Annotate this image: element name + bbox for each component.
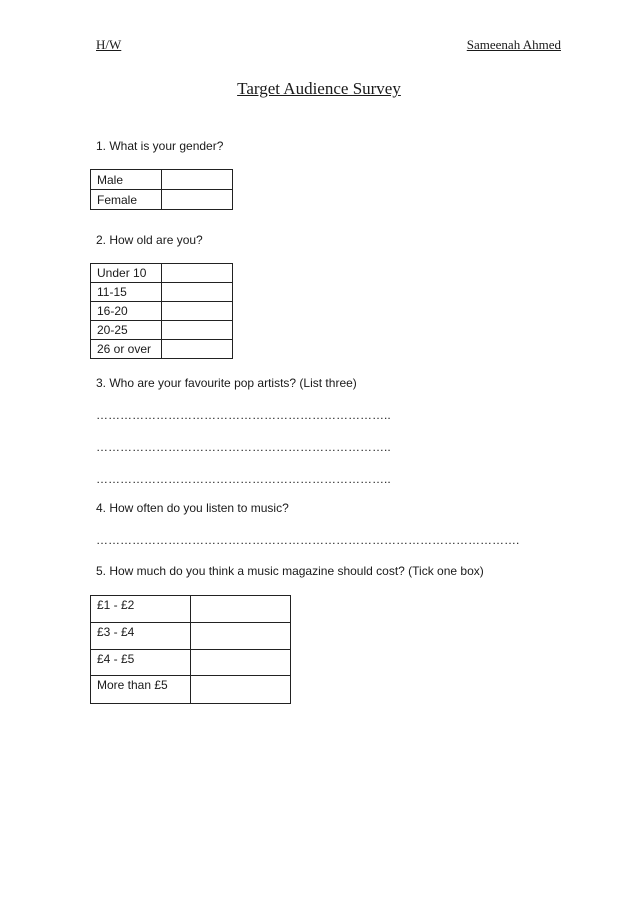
answer-line-2[interactable]: ……………………………………………………………….. (96, 440, 391, 454)
answer-line-3[interactable]: ……………………………………………………………….. (96, 472, 391, 486)
option-label: £3 - £4 (91, 623, 191, 650)
option-label: 20-25 (91, 321, 162, 340)
checkbox-cell[interactable] (191, 650, 291, 676)
option-label: 11-15 (91, 283, 162, 302)
checkbox-cell[interactable] (162, 190, 233, 210)
checkbox-cell[interactable] (162, 264, 233, 283)
price-table (90, 595, 291, 704)
checkbox-cell[interactable] (162, 321, 233, 340)
option-label: Under 10 (91, 264, 162, 283)
age-table (90, 263, 233, 359)
option-label: Female (91, 190, 162, 210)
checkbox-cell[interactable] (191, 623, 291, 650)
question-3-text: 3. Who are your favourite pop artists? (List three) (96, 376, 357, 390)
gender-table (90, 169, 233, 210)
option-label: £1 - £2 (91, 596, 191, 623)
checkbox-cell[interactable] (162, 170, 233, 190)
checkbox-cell[interactable] (162, 283, 233, 302)
checkbox-cell[interactable] (191, 676, 291, 704)
question-2-text: 2. How old are you? (96, 233, 203, 247)
answer-line-4[interactable]: ……………………………………………………………………………………………. (96, 533, 520, 547)
option-label: Male (91, 170, 162, 190)
checkbox-cell[interactable] (162, 340, 233, 359)
author-name: Sameenah Ahmed (466, 37, 561, 52)
header-left-label: H/W (96, 37, 122, 52)
question-5-text: 5. How much do you think a music magazine should cost? (Tick one box) (96, 564, 484, 578)
question-1-text: 1. What is your gender? (96, 139, 224, 153)
option-label: 26 or over (91, 340, 162, 359)
checkbox-cell[interactable] (162, 302, 233, 321)
option-label: £4 - £5 (91, 650, 191, 676)
question-4-text: 4. How often do you listen to music? (96, 501, 289, 515)
page-title: Target Audience Survey (237, 79, 401, 98)
option-label: 16-20 (91, 302, 162, 321)
option-label: More than £5 (91, 676, 191, 704)
answer-line-1[interactable]: ……………………………………………………………….. (96, 408, 391, 422)
checkbox-cell[interactable] (191, 596, 291, 623)
